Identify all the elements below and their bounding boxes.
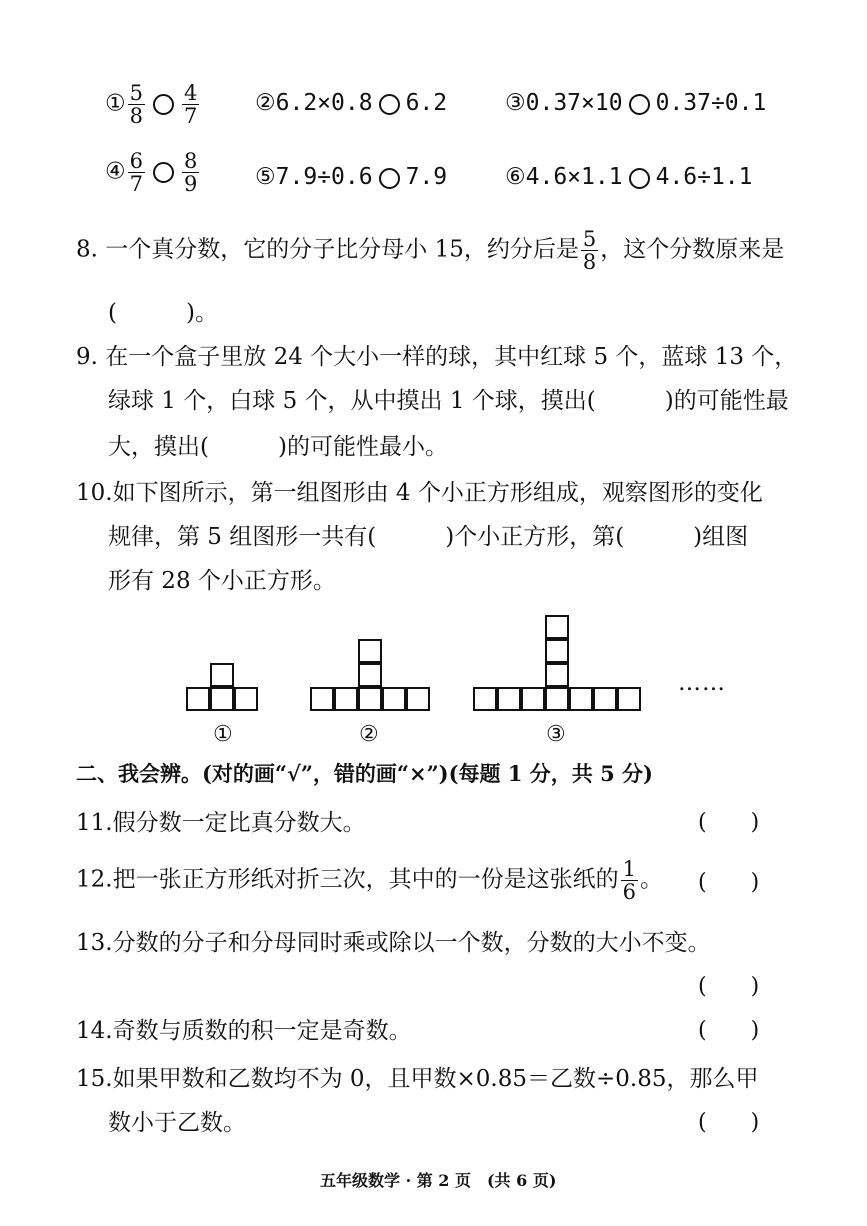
compare-blank-circle[interactable] (379, 94, 400, 115)
square (545, 663, 569, 687)
page-footer: 五年级数学 · 第 2 页 (共 6 页) (320, 1171, 557, 1190)
square (358, 639, 382, 663)
square (545, 615, 569, 639)
judge-paren[interactable]: ( ) (698, 1110, 760, 1135)
square (358, 687, 382, 711)
square (186, 687, 210, 711)
compare-blank-circle[interactable] (379, 168, 400, 189)
fraction: $\frac{6}{7}$ (129, 149, 143, 196)
compare-item-2: ②6.2×0.8 6.2 (255, 90, 448, 116)
square (521, 687, 545, 711)
square (473, 687, 497, 711)
question-9-line: 大，摸出( )的可能性最小。 (108, 434, 448, 460)
section-2-title: 二、我会辨。(对的画“√”，错的画“×”)(每题 1 分，共 5 分) (76, 761, 653, 786)
compare-blank-circle[interactable] (153, 162, 174, 183)
square (545, 687, 569, 711)
judge-paren[interactable]: ( ) (698, 1018, 760, 1043)
fraction: $\frac{5}{8}$ (582, 227, 597, 274)
figure-label: ③ (546, 722, 566, 747)
square (617, 687, 641, 711)
judge-paren[interactable]: ( ) (698, 870, 760, 895)
square (358, 663, 382, 687)
question-9-line: 绿球 1 个，白球 5 个，从中摸出 1 个球，摸出( )的可能性最 (108, 388, 789, 414)
question-8: 8. 一个真分数，它的分子比分母小 15，约分后是 $\frac{5}{8}$ ，这个分数原来是 (76, 227, 785, 274)
question-14: 14.奇数与质数的积一定是奇数。 (76, 1018, 412, 1044)
compare-item-1 (105, 82, 201, 127)
fraction: $\frac{8}{9}$ (184, 149, 198, 196)
ellipsis: …… (678, 670, 726, 696)
compare-item-5: ⑤7.9÷0.6 7.9 (255, 164, 448, 190)
square (545, 639, 569, 663)
figure-label: ② (359, 722, 379, 747)
square (234, 687, 258, 711)
fraction: $\frac{1}{6}$ (622, 857, 636, 904)
question-15-line: 数小于乙数。 (108, 1110, 246, 1136)
fraction: $\frac{4}{7}$ (184, 81, 198, 128)
answer-blank[interactable]: ( )。 (108, 300, 218, 326)
square (334, 687, 358, 711)
compare-item-3: ③0.37×10 0.37÷0.1 (505, 90, 767, 116)
compare-item-4: ④ $\frac{6}{7}$ $\frac{8}{9}$ (105, 149, 198, 196)
question-11: 11.假分数一定比真分数大。 (76, 810, 366, 836)
figure-label: ① (213, 722, 233, 747)
compare-blank-circle[interactable] (629, 94, 650, 115)
judge-paren[interactable]: ( ) (698, 974, 760, 999)
square (593, 687, 617, 711)
question-10-line: 规律，第 5 组图形一共有( )个小正方形，第( )组图 (108, 524, 749, 550)
square (310, 687, 334, 711)
item-mark: ① (105, 90, 126, 117)
question-12: 12.把一张正方形纸对折三次，其中的一份是这张纸的 $\frac{1}{6}$ 。 (76, 857, 663, 904)
question-10-line: 形有 28 个小正方形。 (108, 568, 336, 594)
compare-blank-circle[interactable] (153, 94, 174, 115)
question-9: 9. 在一个盒子里放 24 个大小一样的球，其中红球 5 个，蓝球 13 个， (76, 344, 798, 370)
question-10: 10.如下图所示，第一组图形由 4 个小正方形组成，观察图形的变化 (76, 480, 763, 506)
judge-paren[interactable]: ( ) (698, 810, 760, 835)
fraction: $\frac{5}{8}$ (129, 81, 143, 128)
compare-blank-circle[interactable] (629, 168, 650, 189)
square (497, 687, 521, 711)
square (210, 663, 234, 687)
square (406, 687, 430, 711)
square (569, 687, 593, 711)
square (382, 687, 406, 711)
square (210, 687, 234, 711)
compare-item-6: ⑥4.6×1.1 4.6÷1.1 (505, 164, 753, 190)
question-13: 13.分数的分子和分母同时乘或除以一个数，分数的大小不变。 (76, 930, 711, 956)
question-15: 15.如果甲数和乙数均不为 0，且甲数×0.85＝乙数÷0.85，那么甲 (76, 1066, 759, 1092)
